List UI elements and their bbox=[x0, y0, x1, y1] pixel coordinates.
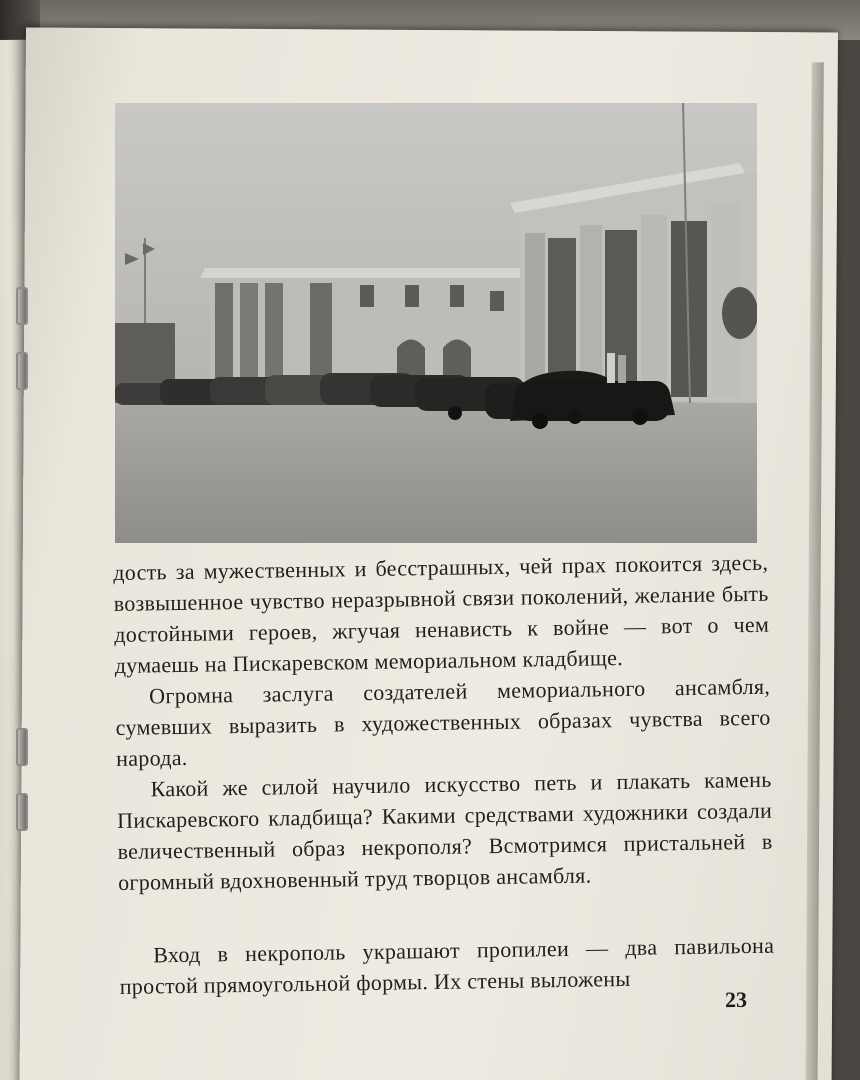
staple-3 bbox=[16, 728, 28, 766]
tree-right bbox=[722, 287, 757, 339]
pavement bbox=[115, 403, 757, 543]
paragraph-2: Огромна заслуга создателей мемориального ансамбля, сумевших выразить в художественных образах чувства всего народа. bbox=[115, 673, 771, 771]
photo-illustration bbox=[115, 103, 757, 543]
page-number: 23 bbox=[724, 986, 748, 1013]
body-text bbox=[113, 547, 775, 1002]
photo-illustration-svg bbox=[115, 103, 757, 543]
page-edge-stack bbox=[805, 62, 824, 1080]
paragraph-3: Какой же силой научило искусство петь и плакать камень Пискаревского кладбища? Какими средствами художники создали величественный образ некрополя? Всмотримся пристальней в огромный вдохновенный труд творцов ансамбля. bbox=[116, 766, 773, 895]
paragraph-4: Вход в некрополь украшают пропилеи — два павильона простой прямоугольной формы. Их стены выложены bbox=[119, 932, 775, 999]
staple-4 bbox=[16, 793, 28, 831]
staple-2 bbox=[16, 352, 28, 390]
pavilion-left-cornice bbox=[200, 268, 525, 278]
staple-1 bbox=[16, 287, 28, 325]
paragraph-1: дость за мужественных и бесстрашных, чей прах покоится здесь, возвышенное чувство неразрывной связи поколений, желание быть достойными героев, жгучая ненависть к войне — вот о чем думаешь на Пискаревском мемориальном кладбище. bbox=[113, 549, 770, 678]
